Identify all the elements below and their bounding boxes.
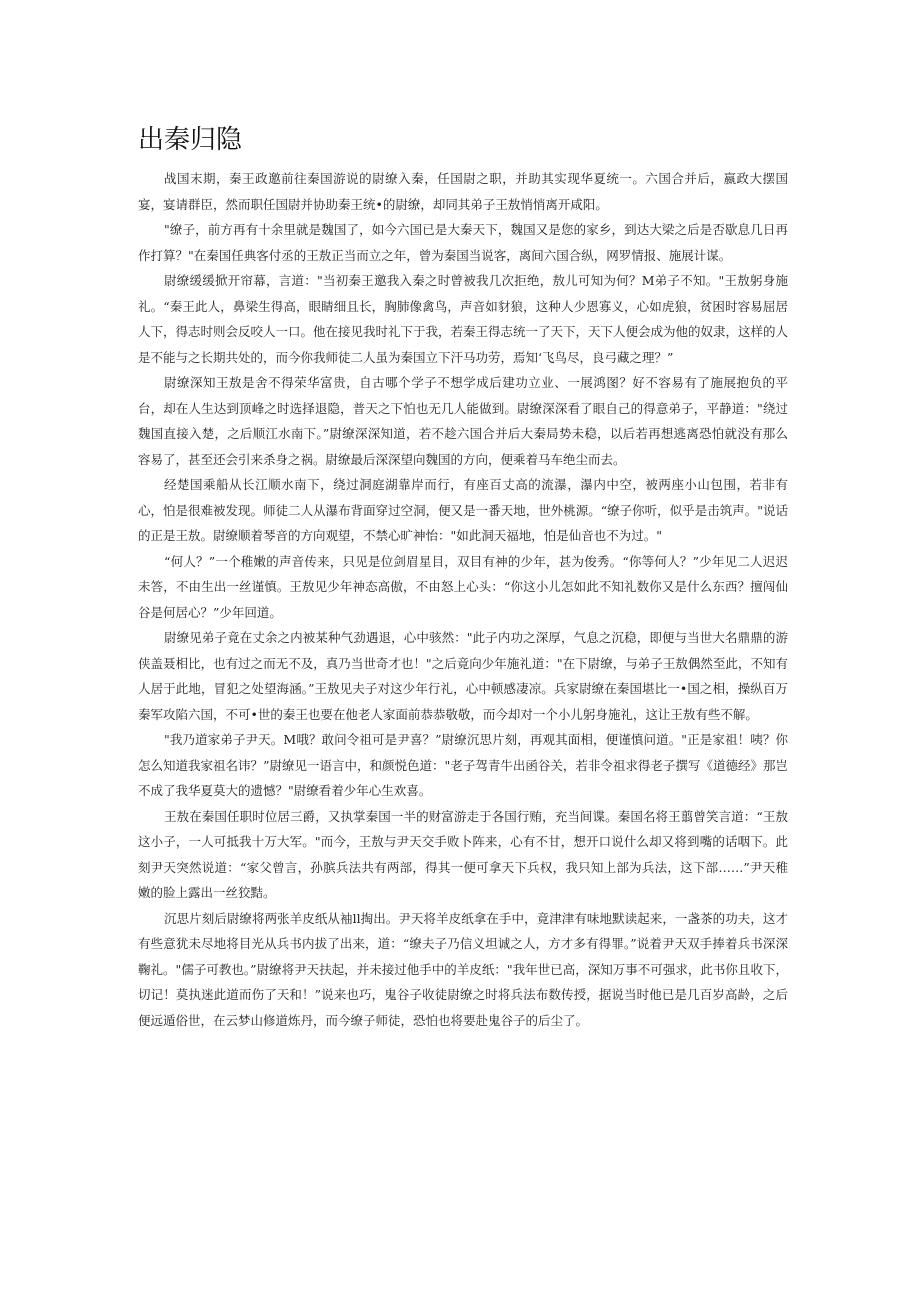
paragraph-1: 战国末期，秦王政邀前往秦国游说的尉缭入秦，任国尉之职，并助其实现华夏统一。六国合并后，嬴政大摆国宴，宴请群臣，然而职任国尉并协助秦王统•的尉缭，却同其弟子王敖悄悄离开咸阳。	[138, 171, 788, 212]
paragraph-2: "缭子，前方再有十余里就是魏国了，如今六国已是大秦天下，魏国又是您的家乡，到达大梁之后是否歇息几日再作打算？"在秦国任典客付丞的王敖正当而立之年，曾为秦国当说客，离间六国合纵，网罗情报、施展计谋。	[138, 222, 788, 263]
paragraph-6: “何人？”一个稚嫩的声音传来，只见是位剑眉星目，双目有神的少年，甚为俊秀。“你等何人？”少年见二人迟迟未答，不由生出一丝谨慎。王敖见少年神态高傲，不由怒上心头：“你这小儿怎如此不知礼数你又是什么东西？擅闯仙谷是何居心？”少年回道。	[138, 553, 788, 620]
paragraph-7: 尉缭见弟子竟在丈余之内被某种气劲遇退，心中骇然："此子内功之深厚，气息之沉稳，即便与当世大名鼎鼎的游侠盖聂相比，也有过之而无不及，真乃当世奇才也！"之后竟向少年施礼道："在下尉缭，与弟子王敖偶然至此，不知有人居于此地，冒犯之处望海涵。”王敖见夫子对这少年行礼，心中顿感凄凉。兵家尉缭在秦国堪比一•国之相，操纵百万秦军攻陷六国，不可•世的秦王也要在他老人家面前恭恭敬敬，而今却对一个小儿躬身施礼，这让王敖有些不解。	[138, 630, 788, 722]
paragraph-4: 尉缭深知王敖是舍不得荣华富贵，自古哪个学子不想学成后建功立业、一展鸿图？好不容易有了施展抱负的平台，却在人生达到顶峰之时选择退隐，普天之下怕也无几人能做到。尉缭深深看了眼自己的得意弟子，平静道："绕过魏国直接入楚，之后顺江水南下。”尉缭深深知道，若不趁六国合并后大秦局势未稳，以后若再想逃离恐怕就没有那么容易了，甚至还会引来杀身之祸。尉缭最后深深望向魏国的方向，便乘着马车绝尘而去。	[138, 375, 788, 467]
paragraph-3: 尉缭缓缓掀开帘幕，言道："当初秦王邀我入秦之时曾被我几次拒绝，敖儿可知为何？M弟子不知。"王敖躬身施礼。“秦王此人，鼻梁生得高，眼睛细且长，胸肺像禽鸟，声音如豺狼，这种人少恩寡义，心如虎狼，贫困时容易屈居人下，得志时则会反咬人一口。他在接见我时礼下于我，若秦王得志统一了天下，天下人便会成为他的奴隶，这样的人是不能与之长期共处的，而今你我师徒二人虽为秦国立下汗马功劳，焉知‘飞鸟尽，良弓藏之理？”	[138, 273, 789, 365]
paragraph-8: "我乃道家弟子尹天。M哦？敢问令祖可是尹喜？”尉缭沉思片刻，再观其面相，便谨慎问道。"正是家祖！咦？你怎么知道我家祖名讳？”尉缭见一语言中，和颜悦色道："老子驾青牛出函谷关，若非令祖求得老子撰写《道德经》那岂不成了我华夏莫大的遗憾？"尉缭看着少年心生欢喜。	[138, 732, 788, 798]
paragraph-9: 王敖在秦国任职时位居三爵，又执掌秦国一半的财富游走于各国行贿，充当间谍。秦国名将王翦曾笑言道：“王敖这小子，一人可抵我十万大军。"而今，王敖与尹天交手败卜阵来，心有不甘，想开口说什么却又将到嘴的话咽下。此刻尹天突然说道：“家父曾言，孙膑兵法共有两部，得其一便可拿天下兵权，我只知上部为兵法，这下部……”尹天稚嫩的脸上露出一丝狡黠。	[138, 808, 788, 900]
document-title: 出秦归隐	[138, 125, 243, 155]
paragraph-10: 沉思片刻后尉缭将两张羊皮纸从袖ll掏出。尹天将羊皮纸拿在手中，竟津津有味地默读起来，一盏茶的功夫，这才有些意犹未尽地将目光从兵书内拔了出来，道：“缭夫子乃信义坦诚之人，方才多有得罪。”说着尹天双手捧着兵书深深鞠礼。"儒子可教也。”尉缭将尹天扶起，并未接过他手中的羊皮纸："我年世已高，深知万事不可强求，此书你且收下，切记！莫执迷此道而伤了天和！”说来也巧，鬼谷子收徒尉缭之时将兵法布数传授，据说当时他已是几百岁高龄，之后便远遁俗世，在云梦山修道炼丹，而今缭子师徒，恐怕也将要赴鬼谷子的后尘了。	[138, 910, 788, 1028]
paragraph-5: 经楚国乘船从长江顺水南下，绕过洞庭湖靠岸而行，有座百丈高的流瀑，瀑内中空，被两座小山包围，若非有心，怕是很难被发现。师徒二人从瀑布背面穿过空洞，便又是一番天地，世外桃源。“缭子你听，似乎是击筑声。"说话的正是王敖。尉缭顺着琴音的方向观望，不禁心旷神怡："如此洞天福地，怕是仙音也不为过。"	[138, 477, 788, 543]
document-body	[138, 166, 788, 1033]
